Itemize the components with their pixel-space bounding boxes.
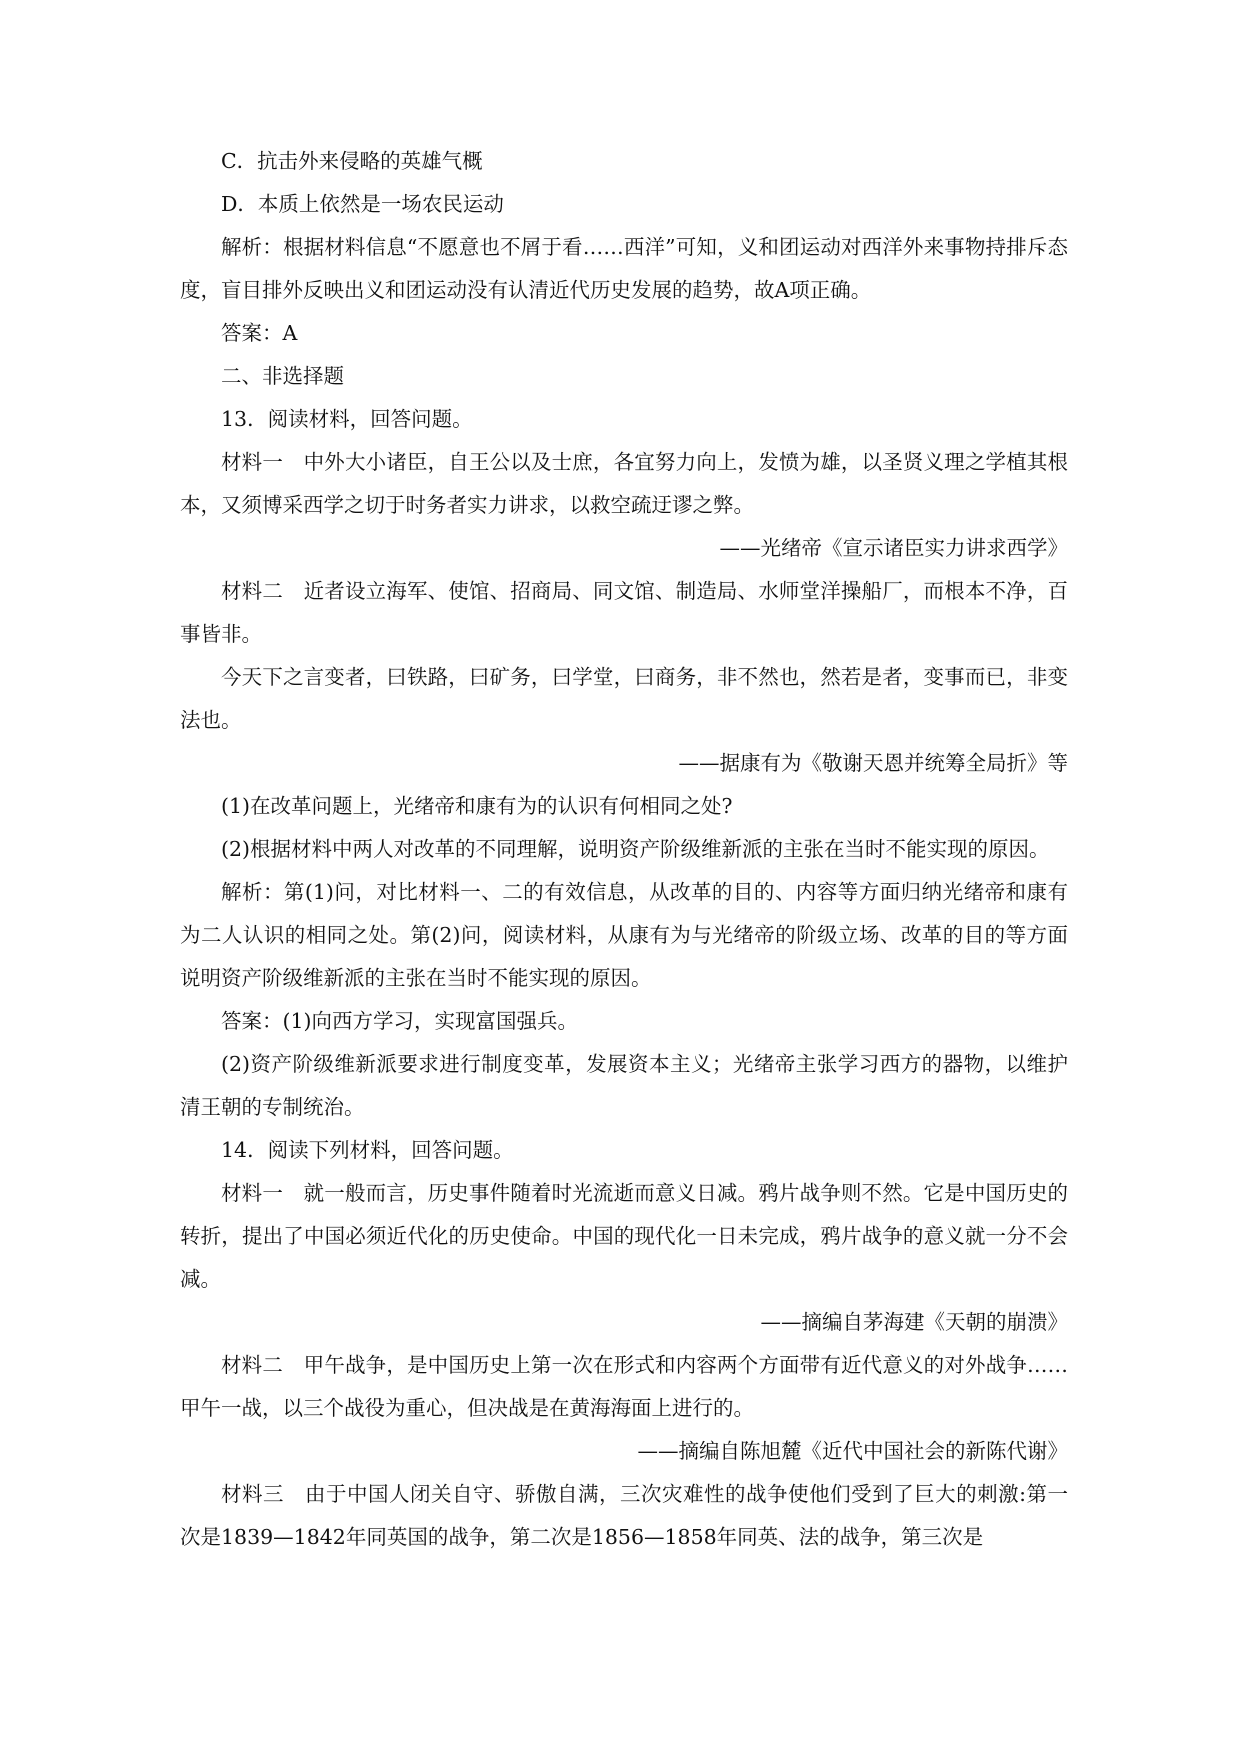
q14-material-2-source: ——摘编自陈旭麓《近代中国社会的新陈代谢》 — [637, 1439, 1068, 1463]
option-d: D．本质上依然是一场农民运动 — [221, 192, 504, 216]
q14-material-2: 材料二 甲午战争，是中国历史上第一次在形式和内容两个方面带有近代意义的对外战争……甲午一战，以三个战役为重心，但决战是在黄海海面上进行的。 — [180, 1353, 1068, 1420]
q13-sub-1: (1)在改革问题上，光绪帝和康有为的认识有何相同之处? — [221, 794, 733, 818]
analysis-q13: 解析：第(1)问，对比材料一、二的有效信息，从改革的目的、内容等方面归纳光绪帝和康有为二人认识的相同之处。第(2)问，阅读材料，从康有为与光绪帝的阶级立场、改革的目的等方面说明资产阶级维新派的主张在当时不能实现的原因。 — [180, 880, 1068, 990]
answer-q13-2: (2)资产阶级维新派要求进行制度变革，发展资本主义；光绪帝主张学习西方的器物，以维护清王朝的专制统治。 — [180, 1052, 1068, 1119]
q13-sub-2: (2)根据材料中两人对改革的不同理解，说明资产阶级维新派的主张在当时不能实现的原因。 — [221, 837, 1050, 861]
section-heading: 二、非选择题 — [221, 364, 344, 388]
q14-material-1-source: ——摘编自茅海建《天朝的崩溃》 — [760, 1310, 1068, 1334]
analysis-q12: 解析：根据材料信息“不愿意也不屑于看……西洋”可知，义和团运动对西洋外来事物持排斥态度，盲目排外反映出义和团运动没有认清近代历史发展的趋势，故A项正确。 — [180, 235, 1068, 302]
q13-material-2: 材料二 近者设立海军、使馆、招商局、同文馆、制造局、水师堂洋操船厂，而根本不净，百事皆非。 — [180, 579, 1068, 646]
q13-material-1-source: ——光绪帝《宣示诸臣实力讲求西学》 — [719, 536, 1068, 560]
q13-material-1: 材料一 中外大小诸臣，自王公以及士庶，各宜努力向上，发愤为雄，以圣贤义理之学植其根本，又须博采西学之切于时务者实力讲求，以救空疏迂谬之弊。 — [180, 450, 1068, 517]
q14-material-3: 材料三 由于中国人闭关自守、骄傲自满，三次灾难性的战争使他们受到了巨大的刺激:第一次是1839—1842年同英国的战争，第二次是1856—1858年同英、法的战争，第三次是 — [180, 1482, 1068, 1549]
answer-q13-1: 答案：(1)向西方学习，实现富国强兵。 — [221, 1009, 579, 1033]
q13-material-2-cont: 今天下之言变者，曰铁路，曰矿务，曰学堂，曰商务，非不然也，然若是者，变事而已，非变法也。 — [180, 665, 1068, 732]
answer-q12: 答案：A — [221, 321, 298, 345]
document-page — [180, 140, 1068, 1559]
question-13: 13．阅读材料，回答问题。 — [221, 407, 473, 431]
q14-material-1: 材料一 就一般而言，历史事件随着时光流逝而意义日减。鸦片战争则不然。它是中国历史的转折，提出了中国必须近代化的历史使命。中国的现代化一日未完成，鸦片战争的意义就一分不会减。 — [180, 1181, 1068, 1291]
option-c: C．抗击外来侵略的英雄气概 — [221, 149, 483, 173]
question-14: 14．阅读下列材料，回答问题。 — [221, 1138, 514, 1162]
q13-material-2-source: ——据康有为《敬谢天恩并统筹全局折》等 — [678, 751, 1068, 775]
